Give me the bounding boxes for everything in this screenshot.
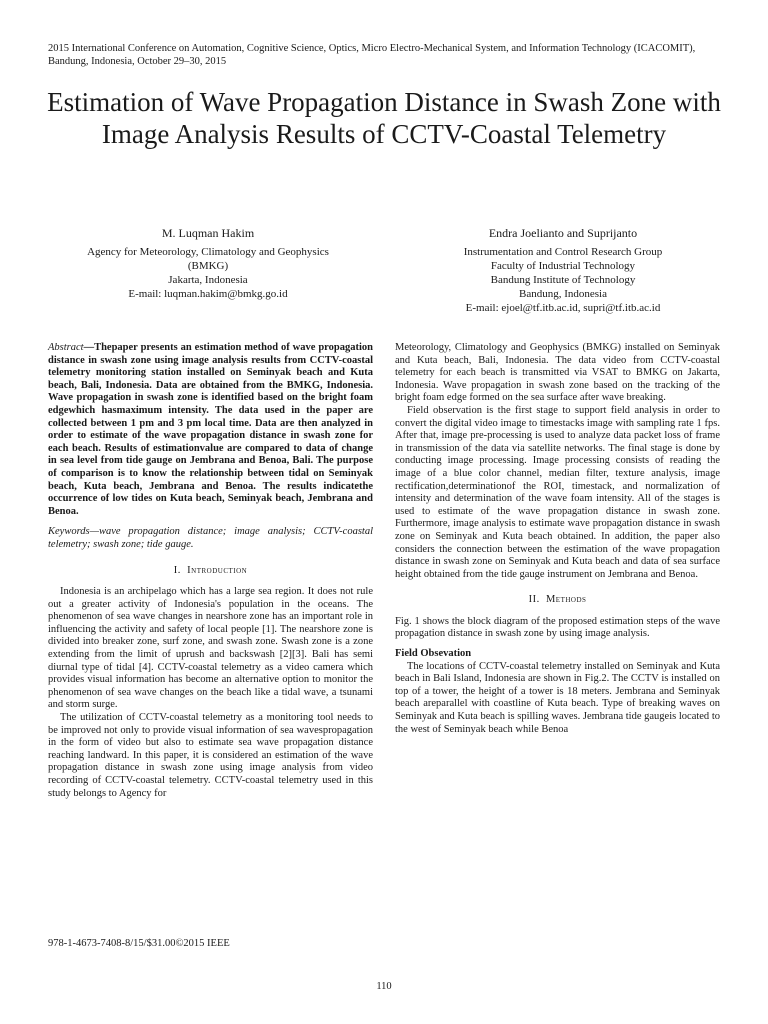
left-column [48,342,373,800]
conference-header: 2015 International Conference on Automation, Cognitive Science, Optics, Micro Electro-Mechanical System, and Information Technology (ICACOMIT), Bandung, Indonesia, October 29–30, 2015 [48,43,696,67]
author-location: Bandung, Indonesia [519,288,607,300]
subsection-heading: Field Obsevation [395,648,472,660]
section-heading-methods [395,594,720,607]
author-email: E-mail: ejoel@tf.itb.ac.id, supri@tf.itb.ac.id [465,302,661,314]
section-heading-introduction [48,565,373,578]
author-name: M. Luqman Hakim [161,226,255,240]
abstract [48,342,373,518]
page-number: 110 [376,981,392,992]
copyright-footer: 978-1-4673-7408-8/15/$31.00©2015 IEEE [48,938,230,949]
paper-title: Estimation of Wave Propagation Distance in Swash Zone with Image Analysis Results of CCTV-Coastal Telemetry [47,87,721,149]
section-title: Methods [545,594,587,606]
author-affiliation: Bandung Institute of Technology [490,274,636,286]
author-affiliation: (BMKG) [187,260,229,272]
author-block-right [400,226,726,315]
section-number: II. [528,594,540,606]
author-block-left [48,226,368,301]
abstract-text: —Thepaper presents an estimation method of wave propagation distance in swash zone using image analysis results from CCTV-coastal telemetry monitoring station installed on Seminyak beach and Kuta beach, Bali, Indonesia. Data are obtained from the BMKG, Indonesia. Wave propagation in swash zone is identified based on the bright foam edgewhich hasmaximum intensity. The data used in the paper are collected between 1 pm and 3 pm local time. Data are then analyzed in order to estimate of the wave propagation distance in swash zone for each beach. Results of estimationvalue are compared to data of change in sea level from tide gauge on Jembrana and Benoa, Bali. The purpose of comparison is to know the relationship between tidal on Seminyak beach, Kuta beach, Jembrana and Benoa. The results indicatethe occurrence of low tides on Kuta beach, Seminyak beach, Jembrana and Benoa. [48,342,373,517]
author-affiliation: Agency for Meteorology, Climatology and Geophysics [87,246,329,258]
paragraph: Meteorology, Climatology and Geophysics (BMKG) installed on Seminyak and Kuta beach, Bali, Indonesia. The data video from CCTV-coastal telemetry for each beach is transmitted via VSAT to BMKG on Jakarta, Indonesia. Wave propagation in swash zone based on the tracking of the bright foam edge formed on the sea surface after wave breaking. [395,342,720,404]
paragraph: Field observation is the first stage to support field analysis in order to convert the digital video image to timestacks image with sampling rate 1 fps. After that, image pre-processing is used to analyze data packet loss of frame in transmission of the data via satellite networks. The final stage is done by conducting image processing. Image processing consists of reading the image of a blue color channel, median filter, texture analysis, image rectification,determinationof the ROI, timestack, and normalization of intensity and determination of the wave foam intensity. All of the stages is used to estimate of the wave propagation distance in swash zone. Furthermore, image analysis to estimate wave propagation distance in swash zone on Seminyak and Kuta beach obtained. In addition, the paper also considers the connection between the estimation of the wave propagation distance in swash zone on Seminyak and Kuta beach and data of sea surface height obtained from the tide gauge instrument on Jembrana and Benoa. [395,404,720,580]
section-number: I. [173,564,181,576]
right-column [395,342,720,736]
paragraph: Fig. 1 shows the block diagram of the proposed estimation steps of the wave propagation distance in swash zone by using image analysis. [395,615,720,640]
author-affiliation: Instrumentation and Control Research Group [463,246,663,258]
author-email: E-mail: luqman.hakim@bmkg.go.id [128,288,288,300]
section-title: Introduction [187,564,248,576]
author-name: Endra Joelianto and Suprijanto [488,226,638,240]
author-affiliation: Faculty of Industrial Technology [490,260,636,272]
paragraph: Indonesia is an archipelago which has a large sea region. It does not rule out a greater activity of Indonesia's population in the oceans. The phenomenon of sea wave changes in nearshore zone has an important role in influencing the activity and safety of local people [1]. The nearshore zone is divided into breaker zone, surf zone, and swash zone. Swash zone is a zone extending from the limit of uprush and backswash [2][3]. Bali has semi diurnal type of tidal [4]. CCTV-coastal telemetry as a video camera which provides visual information has become an alternative option to monitor the phenomenon of sea wave changes on the beach like a tidal wave, a tsunami and storm surge. [48,586,373,711]
paragraph: The utilization of CCTV-coastal telemetry as a monitoring tool needs to be improved not only to provide visual information of sea wavespropagation in the form of video but also to estimate sea wave propagation distance reaching landward. In this paper, it is considered an estimation of the wave propagation distance in swash zone using image analysis from video recording of CCTV-coastal telemetry. CCTV-coastal telemetry used in this study belongs to Agency for [48,712,373,799]
paragraph: The locations of CCTV-coastal telemetry installed on Seminyak and Kuta beach in Bali Island, Indonesia are shown in Fig.2. The CCTV is installed on top of a tower, the height of a tower is 18 meters. Jembrana and Seminyak beach areparallel with coastline of Kuta beach. Type of breaking waves on Seminyak and Kuta beach is spilling waves. Jembrana tide gaugeis located to the west of Seminyak beach while Benoa [395,660,720,735]
author-location: Jakarta, Indonesia [168,274,248,286]
abstract-label: Abstract [48,342,84,353]
keywords: Keywords—wave propagation distance; image analysis; CCTV-coastal telemetry; swash zone; tide gauge. [48,526,373,550]
